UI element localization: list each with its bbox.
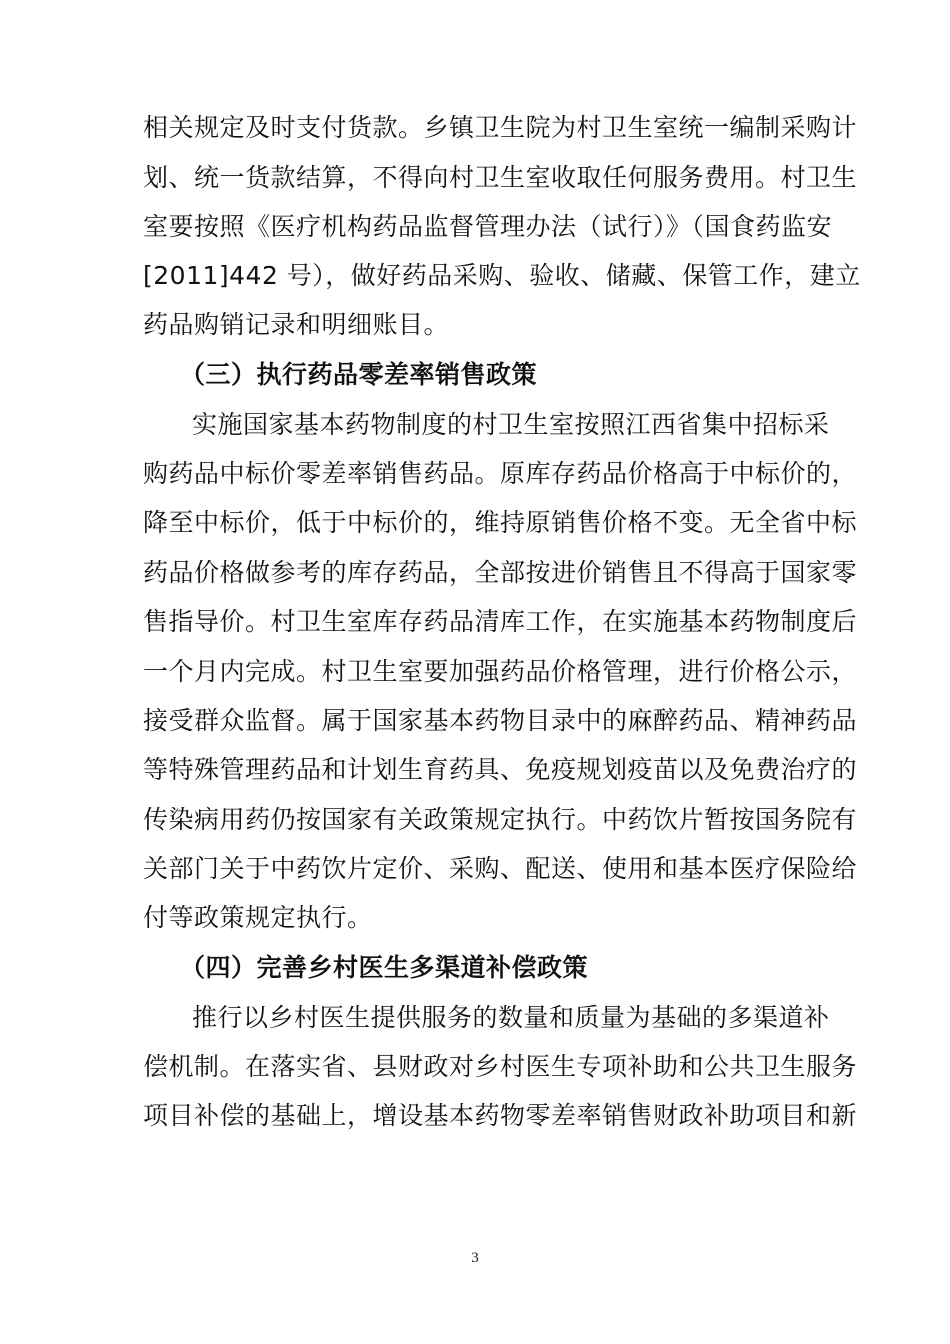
paragraph-line: 付等政策规定执行。	[143, 903, 373, 932]
paragraph-line: 药品购销记录和明细账目。	[143, 310, 450, 339]
paragraph-line: 接受群众监督。属于国家基本药物目录中的麻醉药品、精神药品	[143, 706, 858, 735]
paragraph-line: 推行以乡村医生提供服务的数量和质量为基础的多渠道补	[192, 1003, 830, 1032]
section-heading-4: （四）完善乡村医生多渠道补偿政策	[180, 953, 589, 982]
paragraph-line: 等特殊管理药品和计划生育药具、免疫规划疫苗以及免费治疗的	[143, 755, 858, 784]
paragraph-line: 关部门关于中药饮片定价、采购、配送、使用和基本医疗保险给	[143, 854, 858, 883]
paragraph-line: [2011]442 号），做好药品采购、验收、储藏、保管工作，建立	[143, 261, 861, 290]
paragraph-line: 药品价格做参考的库存药品，全部按进价销售且不得高于国家零	[143, 558, 858, 587]
paragraph-line: 实施国家基本药物制度的村卫生室按照江西省集中招标采	[192, 410, 830, 439]
paragraph-line: 项目补偿的基础上，增设基本药物零差率销售财政补助项目和新	[143, 1101, 858, 1130]
paragraph-line: 传染病用药仍按国家有关政策规定执行。中药饮片暂按国务院有	[143, 805, 858, 834]
section-heading-3: （三）执行药品零差率销售政策	[180, 360, 538, 389]
paragraph-line: 降至中标价，低于中标价的，维持原销售价格不变。无全省中标	[143, 508, 858, 537]
paragraph-line: 售指导价。村卫生室库存药品清库工作，在实施基本药物制度后	[143, 607, 858, 636]
page-number: 3	[471, 1250, 479, 1266]
paragraph-line: 一个月内完成。村卫生室要加强药品价格管理，进行价格公示，	[143, 657, 858, 686]
paragraph-line: 室要按照《医疗机构药品监督管理办法（试行）》（国食药监安	[143, 212, 833, 241]
paragraph-line: 划、统一货款结算，不得向村卫生室收取任何服务费用。村卫生	[143, 163, 858, 192]
paragraph-line: 购药品中标价零差率销售药品。原库存药品价格高于中标价的，	[143, 459, 858, 488]
paragraph-line: 偿机制。在落实省、县财政对乡村医生专项补助和公共卫生服务	[143, 1052, 858, 1081]
paragraph-line: 相关规定及时支付货款。乡镇卫生院为村卫生室统一编制采购计	[143, 113, 858, 142]
